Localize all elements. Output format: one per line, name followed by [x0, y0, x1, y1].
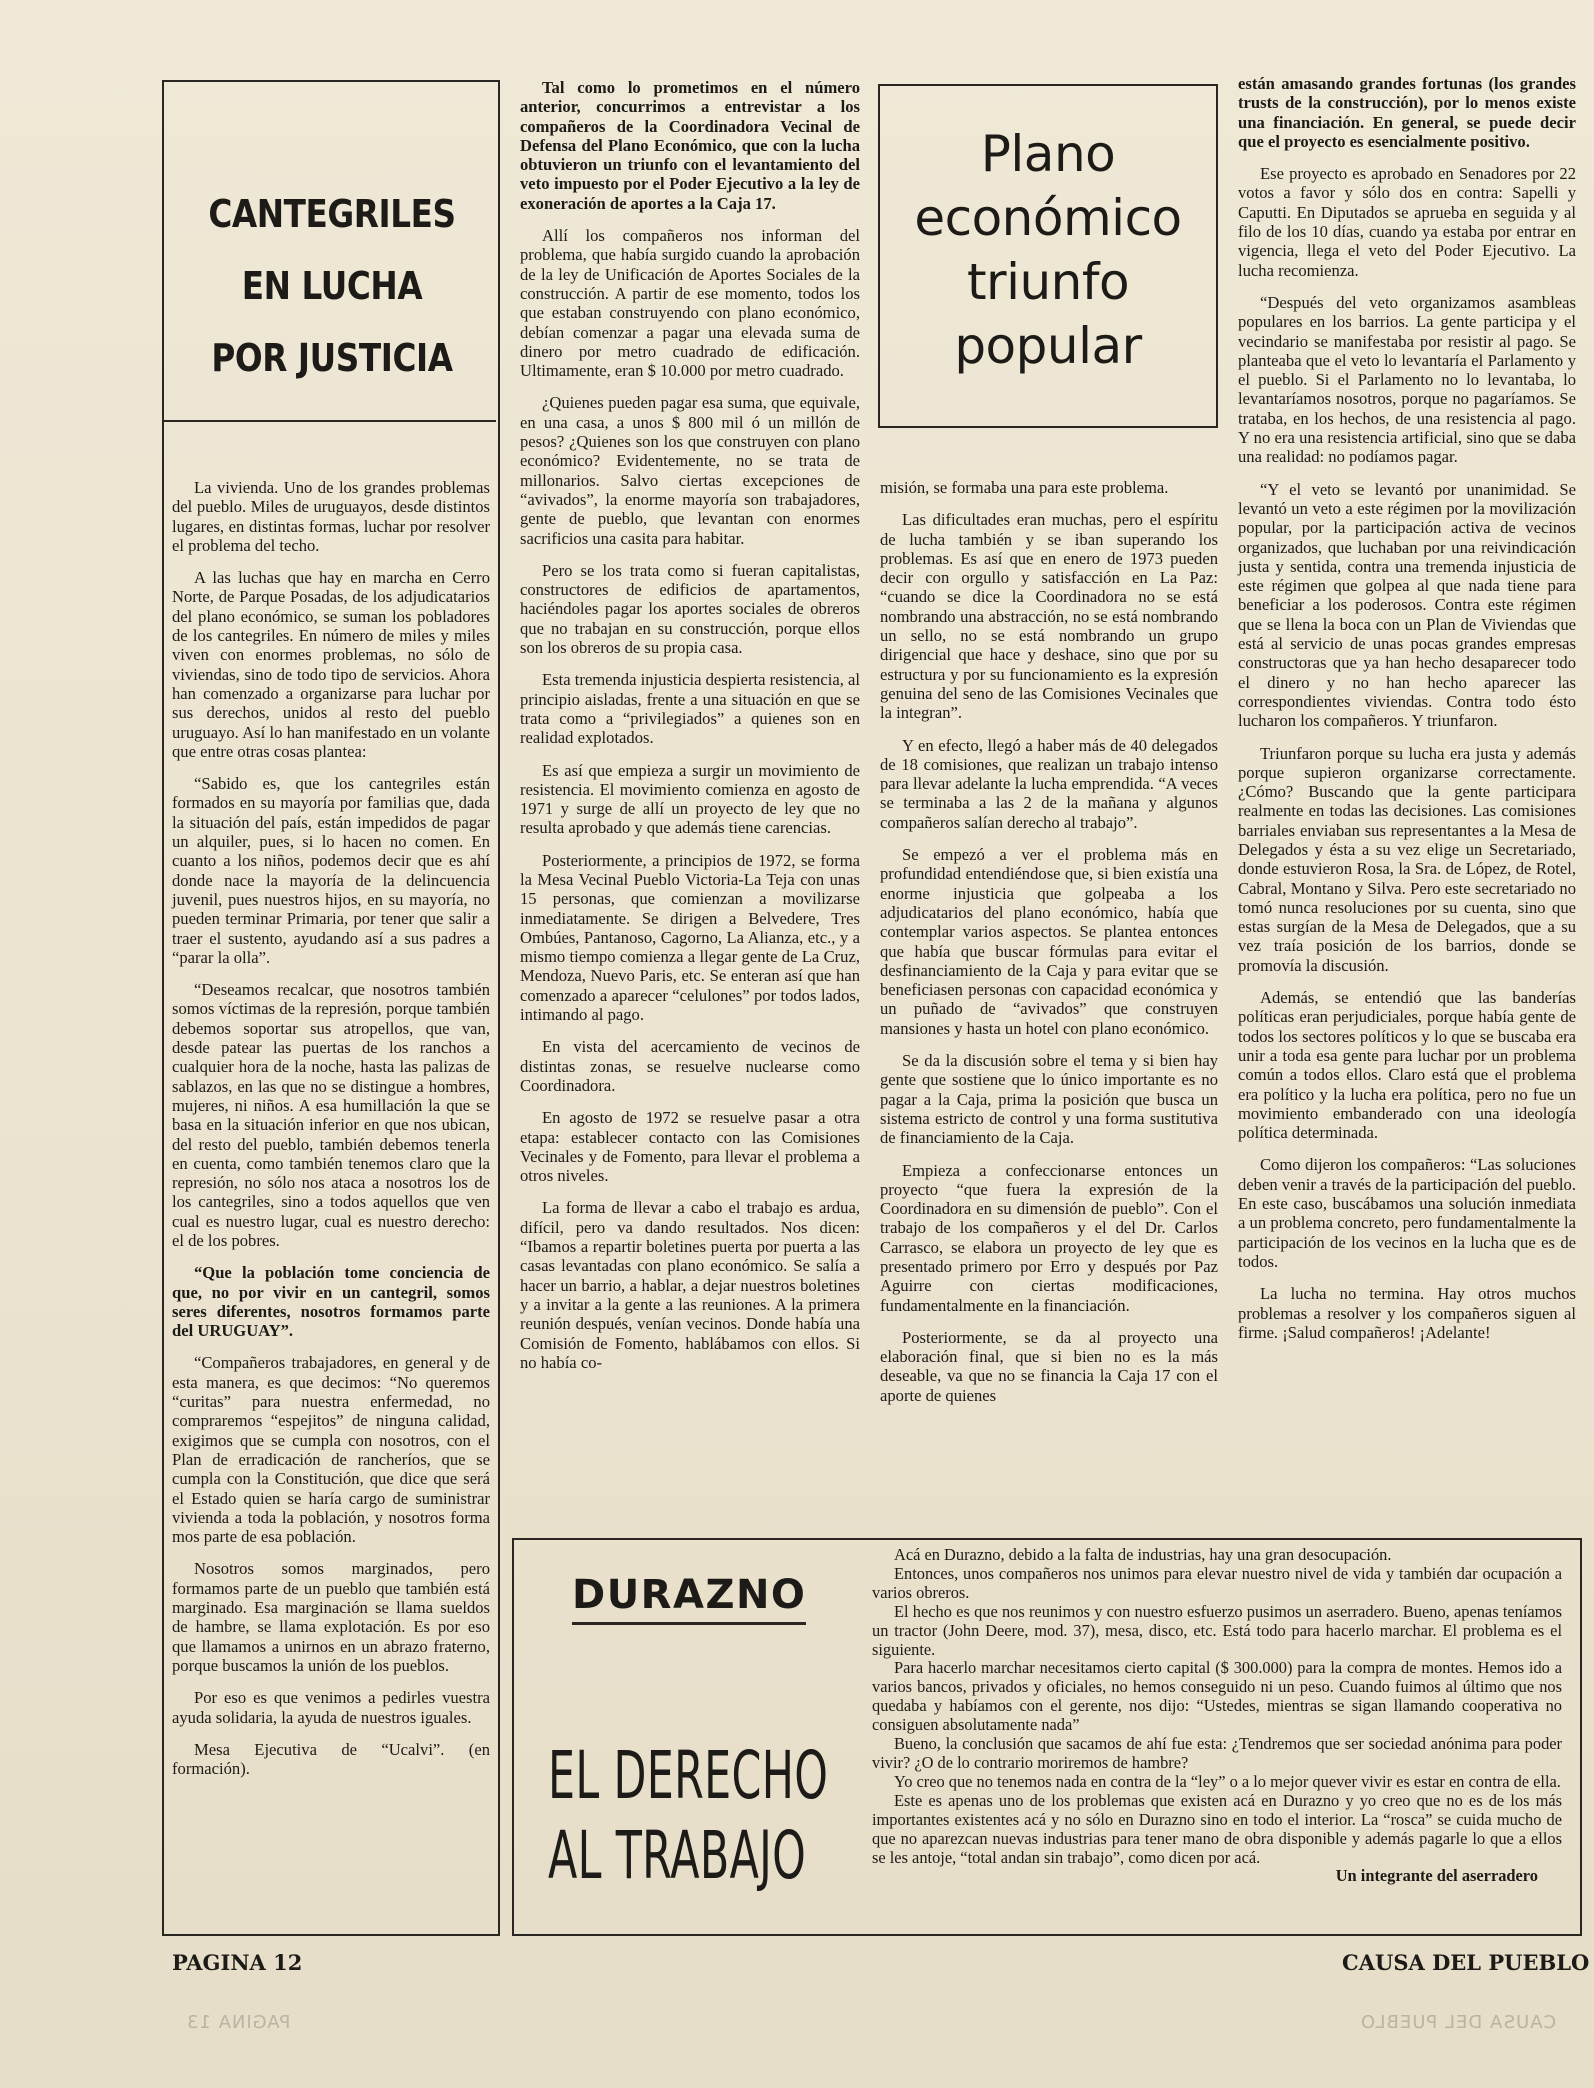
paragraph: Nosotros somos marginados, pero formamos parte de un pueblo que también está marginado. Esa marginación se llama sueldos de hambre, se llama explotación. Es por eso que llamamos a unirnos en un abrazo fraterno, porque buscamos la unión de los pueblos. — [172, 1559, 490, 1675]
paragraph: misión, se formaba una para este problema. — [880, 478, 1169, 497]
plano-headline — [880, 122, 1216, 378]
durazno-signature: Un integrante del aserradero — [1335, 1866, 1538, 1886]
paragraph: Triunfaron porque su lucha era justa y además porque supieron organizarse correctamente. ¿Cómo? Buscando que la gente participara realmente en todas las decisiones. Las comisiones barriales enviaban sus representantes a la Mesa de Delegados y ésta a su vez elige un Secretariado, donde estuvieron Rosa, la Sra. de López, de Rotel, Cabral, Montano y Silva. Pero este secretariado no tomó nunca resoluciones por su cuenta, sino que estas surgían de la Mesa de Delegados, que a su vez traía posición de los barrios, donde se promovía la discusión. — [1238, 743, 1576, 975]
paragraph: “Compañeros trabajadores, en general y de esta manera, es que decimos: “No queremos “curitas” para nuestra enfermedad, no compraremos “espejitos” de ninguna calidad, exigimos que se cumpla con nosotros, con el Plan de erradicación de rancheríos, que se cumpla con la Constitución, que dice que será el Estado quien se haría cargo de suministrar vivienda a toda la población, y nosotros forma mos parte de esa población. — [172, 1353, 490, 1547]
paragraph: Entonces, unos compañeros nos unimos para elevar nuestro nivel de vida y también dar ocupación a varios obreros. — [872, 1563, 1562, 1602]
paragraph: Para hacerlo marchar necesitamos cierto capital ($ 300.000) para la compra de montes. Hemos ido a varios bancos, privados y oficiales, no hemos conseguido ni un peso. Cuando fuimos al último que nos quedaba y habíamos con el gerente, nos dijo: “Ustedes, mientras se sigan llamando cooperativa no consiguen absolutamente nada” — [872, 1658, 1562, 1735]
paragraph: Este es apenas uno de los problemas que existen acá en Durazno y yo creo que no es de los más importantes existentes acá y no sólo en Durazno sino en todo el interior. La “rosca” se cuida mucho de que no aparezcan nuevas industrias para tener mano de obra disponible y además pagarle lo que a ellos se les antoje, “total andan sin trabajo”, como dicen por acá. — [872, 1790, 1562, 1867]
paragraph: Ese proyecto es aprobado en Senadores por 22 votos a favor y sólo dos en contra: Sapelli y Caputti. En Diputados se aprueba en seguida y al filo de los 10 días, cuando ya estaba por entrar en vigencia, llega el veto del Poder Ejecutivo. La lucha recomienza. — [1238, 164, 1576, 280]
durazno-title-wrap — [572, 1572, 832, 1625]
page-number: PAGINA 12 — [172, 1950, 303, 1975]
paragraph: A las luchas que hay en marcha en Cerro Norte, de Parque Posadas, de los adjudicatarios del plano económico, se suman los pobladores de los cantegriles. En número de miles y miles viven con enormes problemas, no sólo de viviendas, sino de todo tipo de servicios. Ahora han comenzado a organizarse para luchar por sus derechos, unidos al resto del pueblo uruguayo. Así lo han manifestado en un volante que entre otras cosas plantea: — [172, 568, 490, 761]
paragraph: Y en efecto, llegó a haber más de 40 delegados de 18 comisiones, que realizan un trabajo intenso para llevar adelante la lucha emprendida. “A veces se terminaba a las 2 de la mañana y algunos compañeros salían derecho al trabajo”. — [880, 735, 1218, 832]
paragraph: Además, se entendió que las banderías políticas eran perjudiciales, porque había gente de todos los sectores políticos y lo que se buscaba era unir a toda esa gente para luchar por un problema común a todos ellos. Claro está que el problema era político y la lucha era política, pero no fue un movimiento embanderado con una ideología política determinada. — [1238, 988, 1576, 1143]
paragraph: La vivienda. Uno de los grandes problemas del pueblo. Miles de uruguayos, desde distintos lugares, en distintas formas, luchar por resolver el problema del techo. — [172, 478, 490, 555]
derecho-title-line: EL DERECHO — [548, 1737, 829, 1814]
plano-headline-line: popular — [954, 317, 1142, 375]
plano-headline-line: Plano — [980, 125, 1116, 183]
plano-column-3 — [1238, 74, 1576, 1355]
paragraph: Pero se los trata como si fueran capitalistas, constructores de edificios de apartamentos, haciéndoles pagar los aportes sociales de obreros que no trabajan en su construcción, porque ellos son los obreros de su propia casa. — [520, 560, 860, 658]
paragraph: Posteriormente, se da al proyecto una elaboración final, que si bien no es la más deseable, va que no se financia la Caja 17 con el aporte de quienes — [880, 1327, 1218, 1405]
paragraph: Empieza a confeccionarse entonces un proyecto “que fuera la expresión de la Coordinadora en su dimensión de pueblo”. Con el trabajo de los compañeros y el del Dr. Carlos Carrasco, se elabora un proyecto de ley que es presentado primero por Erro y después por Paz Aguirre con ciertas modificaciones, fundamentalmente en la financiación. — [880, 1160, 1218, 1315]
paragraph: están amasando grandes fortunas (los grandes trusts de la construcción), por lo menos existe una financiación. En general, se puede decir que el proyecto es esencialmente positivo. — [1238, 74, 1576, 151]
plano-headline-line: triunfo — [966, 253, 1130, 311]
cantegriles-headline-line: POR JUSTICIA — [211, 336, 453, 380]
cantegriles-headline-divider — [162, 420, 496, 422]
paragraph: “Deseamos recalcar, que nosotros también somos víctimas de la represión, porque también debemos soportar sus atropellos, que van, desde patear las puertas de los ranchos a cualquier hora de la noche, hasta las palizas de sablazos, en las que no se distingue a hombres, mujeres, ni niños. A esa humillación la que se basa en la situación inferior en que nos ubican, del resto del pueblo, también debemos tenerla en cuenta, como también tenemos claro que la represión, no sólo nos ataca a nosotros los de los cantegriles, sino a todos aquellos que ven cual es nuestro lugar, cual es nuestro derecho: el de los pobres. — [172, 980, 490, 1250]
cantegriles-headline — [172, 178, 492, 394]
bleed-through-page-number: PAGINA 13 — [186, 2012, 291, 2033]
plano-column-2 — [880, 478, 1218, 1418]
derecho-title-line: AL TRABAJO — [548, 1817, 807, 1894]
plano-headline-line: económico — [914, 189, 1182, 247]
paragraph: Como dijeron los compañeros: “Las soluciones deben venir a través de la participación del pueblo. En este caso, buscábamos una solución inmediata a un problema concreto, pero fundamentalmente la participación de los vecinos en la lucha que es de todos. — [1238, 1155, 1576, 1271]
newspaper-name: CAUSA DEL PUEBLO — [1342, 1950, 1590, 1975]
paragraph: En vista del acercamiento de vecinos de distintas zonas, se resuelve nuclearse como Coordinadora. — [520, 1037, 860, 1095]
paragraph: “Que la población tome conciencia de que, no por vivir en un cantegril, somos seres diferentes, nosotros formamos parte del URUGUAY”. — [172, 1263, 490, 1341]
cantegriles-headline-line: EN LUCHA — [241, 264, 423, 308]
paragraph: Por eso es que venimos a pedirles vuestra ayuda solidaria, la ayuda de nuestros iguales. — [172, 1688, 490, 1727]
paragraph: “Después del veto organizamos asambleas populares en los barrios. La gente participa y el vecindario se manifestaba por resistir al pago. Se planteaba que el veto lo levantaría el Parlamento y el pueblo. Si el Parlamento no lo levantaba, lo levantaríamos nosotros, porque no pagaríamos. Se trataba, en los hechos, de una resistencia al pago. Y no era una resistencia artificial, sino que se daba una realidad: no podíamos pagar. — [1238, 292, 1576, 467]
paragraph: Se da la discusión sobre el tema y si bien hay gente que sostiene que lo único importante es no pagar a la Caja, prima la posición que busca un sistema estricto de control y una forma sustitutiva de financiamiento de la Caja. — [880, 1051, 1218, 1148]
cantegriles-column — [172, 478, 490, 1791]
paragraph: La forma de llevar a cabo el trabajo es ardua, difícil, pero va dando resultados. Nos dicen: “Ibamos a repartir boletines puerta por puerta a las casas levantadas con plano económico. Se salía a hacer un barrio, a hablar, a dejar nuestros boletines y a invitar a la gente a las reuniones. A la primera reunión después, venían vecinos. Donde había una Comisión de Fomento, hablábamos con ellos. Si no había co- — [520, 1198, 860, 1372]
paragraph: Se empezó a ver el problema más en profundidad entendiéndose que, si bien existía una enorme injusticia que golpeaba a los adjudicatarios del plano económico, había que contemplar varios aspectos. Se plantea entonces que había que buscar fórmulas para evitar el desfinanciamiento de la Caja y para evitar que se beneficiasen personas con capacidad económica y un puñado de “avivados” que construyen mansiones y hasta un hotel con plano económico. — [880, 845, 1218, 1038]
paragraph: Acá en Durazno, debido a la falta de industrias, hay una gran desocupación. — [894, 1545, 1392, 1564]
paragraph: “Sabido es, que los cantegriles están formados en su mayoría por familias que, dada la situación del país, están impedidos de pagar un alquiler, pues, si lo hacen no comen. En cuanto a los niños, podemos decir que es ahí donde nace la mayoría de la delincuencia juvenil, pues nuestros hijos, en su mayoría, no pueden terminar Primaria, por tener que salir a traer el sustento, ayudando así a sus padres a “parar la olla”. — [172, 774, 490, 967]
paragraph: “Y el veto se levantó por unanimidad. Se levantó un veto a este régimen por la movilización popular, por la participación activa de vecinos organizados, que luchaban por una reivindicación justa y sentida, contra una tremenda injusticia de este régimen que golpea al que nada tiene para beneficiar a los poderosos. Contra este régimen que se llena la boca con un Plan de Viviendas que está al servicio de unas pocas grandes empresas constructoras que ya han hecho desaparecer todo el dinero y no han hecho aparecer las correspondientes viviendas. Contra todo ésto lucharon los compañeros. Y triunfaron. — [1238, 479, 1576, 731]
bleed-through-newspaper-name: CAUSA DEL PUEBLO — [1360, 2012, 1557, 2033]
paragraph: Las dificultades eran muchas, pero el espíritu de lucha también y se iban superando los problemas. Es así que en enero de 1973 pueden decir con orgullo y satisfacción en La Paz: “cuando se dice la Coordinadora no se está nombrando una abstracción, no se está nombrando un sello, no se está nombrando un grupo dirigencial que hace y deshace, sino que por su estructura y por su funcionamiento es la expresión genuina del seno de las Comisiones Vecinales que la integran”. — [880, 510, 1218, 723]
paragraph: ¿Quienes pueden pagar esa suma, que equivale, en una casa, a unos $ 800 mil ó un millón de pesos? ¿Quienes son los que construyen con plano económico? Evidentemente, no se trata de millonarios. Salvo ciertas excepciones de “avivados”, la enorme mayoría son trabajadores, gente de pueblo, que levantan con enormes sacrificios una casita para habitar. — [520, 393, 860, 548]
paragraph: Esta tremenda injusticia despierta resistencia, al principio aisladas, frente a una situación en que se trata como a “privilegiados” a quienes son en realidad explotados. — [520, 670, 860, 748]
cantegriles-headline-line: CANTEGRILES — [208, 192, 456, 236]
plano-column-1 — [520, 78, 860, 1385]
paragraph: El hecho es que nos reunimos y con nuestro esfuerzo pusimos un aserradero. Bueno, apenas teníamos un tractor (John Deere, mod. 37), mesa, disco, etc. Está todo para hacerlo marchar. El problema es el siguiente. — [872, 1601, 1562, 1659]
paragraph: Bueno, la conclusión que sacamos de ahí fue esta: ¿Tendremos que ser sociedad anónima para poder vivir? ¿O de lo contrario moriremos de hambre? — [872, 1734, 1562, 1772]
derecho-title — [548, 1736, 848, 1896]
paragraph: Tal como lo prometimos en el número anterior, concurrimos a entrevistar a los compañeros de la Coordinadora Vecinal de Defensa del Plano Económico, que con la lucha obtuvieron un triunfo con el levantamiento del veto impuesto por el Poder Ejecutivo a la ley de exoneración de aportes a la Caja 17. — [520, 78, 860, 213]
paragraph: Allí los compañeros nos informan del problema, que había surgido cuando la aprobación de la ley de Unificación de Aportes Sociales de la construcción. A partir de ese momento, todos los que estaban construyendo con plano económico, debían comenzar a pagar una elevada suma de dinero por metro cuadrado de edificación. Ultimamente, eran $ 10.000 por metro cuadrado. — [520, 226, 860, 381]
paragraph: Yo creo que no tenemos nada en contra de la “ley” o a lo mejor quever vivir es estar en contra de ella. — [894, 1771, 1561, 1791]
durazno-title: DURAZNO — [572, 1572, 806, 1625]
paragraph: Posteriormente, a principios de 1972, se forma la Mesa Vecinal Pueblo Victoria-La Teja con unas 15 personas, que comienzan a movilizarse inmediatamente. Se dirigen a Belvedere, Tres Ombúes, Pantanoso, Cagorno, La Alianza, etc., y a mismo tiempo comienza a llegar gente de La Cruz, Mendoza, Nuevo Paris, etc. Se enteran así que han comenzado a aparecer “celulones” por todos lados, intimando al pago. — [520, 850, 860, 1025]
paragraph: Es así que empieza a surgir un movimiento de resistencia. El movimiento comienza en agosto de 1971 y surge de allí un proyecto de ley que no resulta aprobado y que además tiene carencias. — [520, 760, 860, 838]
paragraph: En agosto de 1972 se resuelve pasar a otra etapa: establecer contacto con las Comisiones Vecinales y de Fomento, para llevar el problema a otros niveles. — [520, 1108, 860, 1186]
paragraph: La lucha no termina. Hay otros muchos problemas a resolver y los compañeros siguen al firme. ¡Salud compañeros! ¡Adelante! — [1238, 1284, 1576, 1342]
paragraph: Mesa Ejecutiva de “Ucalvi”. (en formación). — [172, 1739, 490, 1779]
durazno-body — [872, 1546, 1562, 1886]
